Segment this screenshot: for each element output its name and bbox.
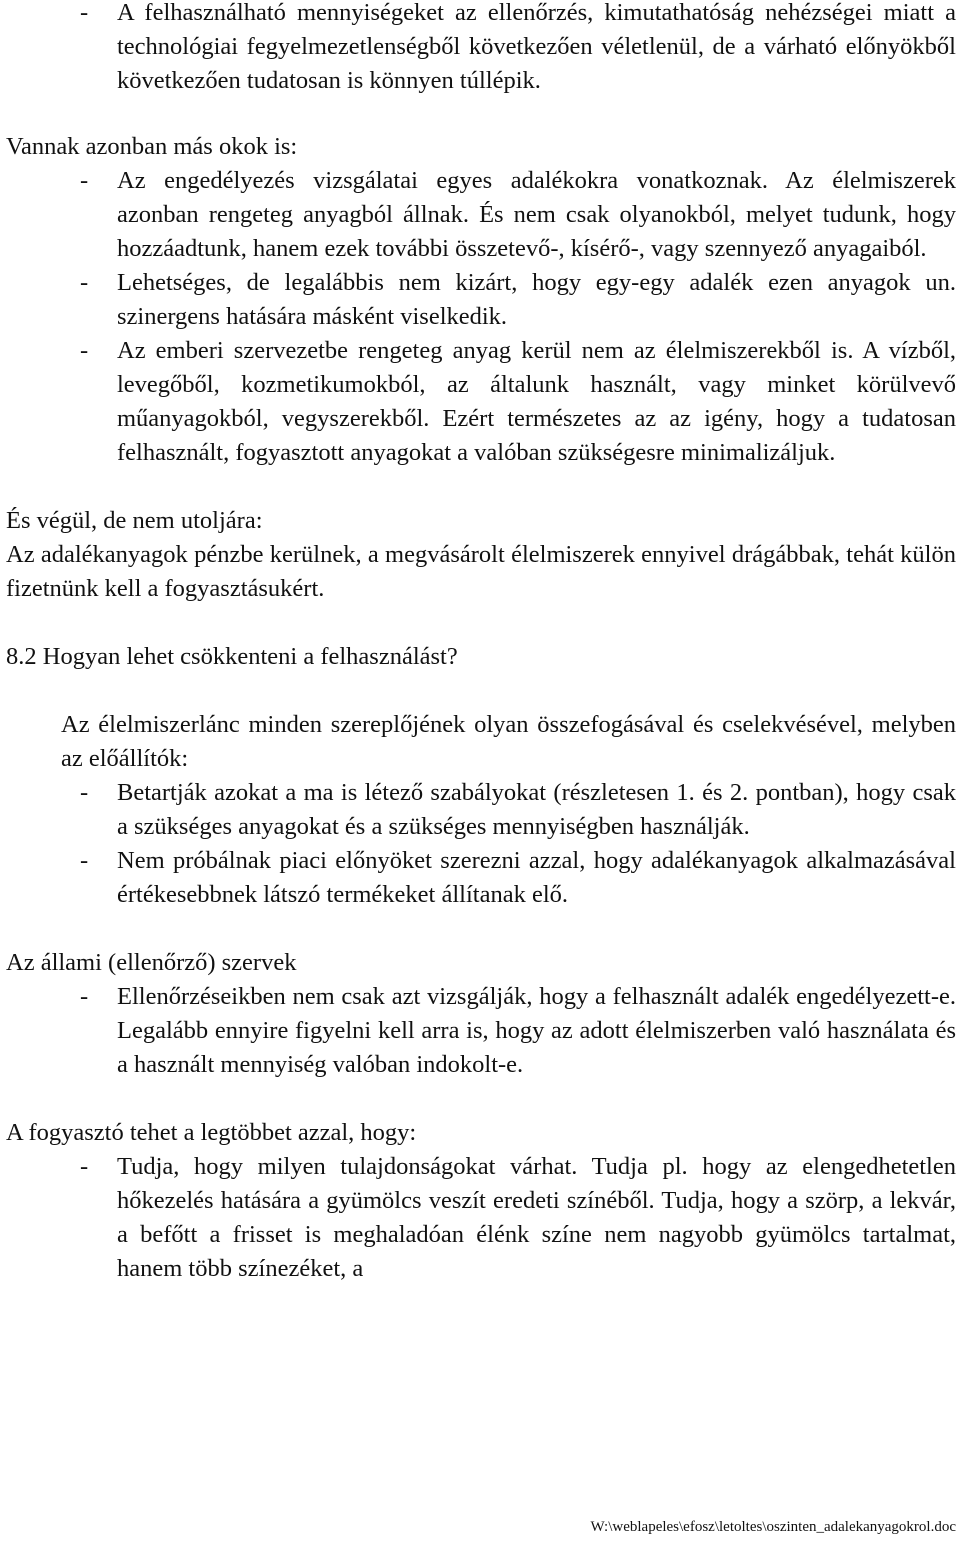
spacer [6,674,956,708]
paragraph-intro: A fogyasztó tehet a legtöbbet azzal, hogy: [6,1119,417,1146]
paragraph-intro: És végül, de nem utoljára: [6,507,263,534]
bullet-item [6,980,956,1082]
spacer [6,606,956,640]
bullet-item [6,844,956,912]
spacer [6,98,956,132]
bullet-text: Tudja, hogy milyen tulajdonságokat várhat. Tudja pl. hogy az elengedhetetlen hőkezelés hatására a gyümölcs veszít eredeti színéből. Tudja, hogy a szörp, a lekvár, a befőtt a frisset is meghaladóan élénk színe nem nagyobb gyümölcs tartalmat, hanem több színezéket, a [117,1153,956,1282]
spacer [6,1082,956,1116]
bullet-item [6,334,956,470]
bullet-dash: - [80,1153,89,1180]
paragraph-intro: Az állami (ellenőrző) szervek [6,949,297,976]
spacer [6,470,956,504]
bullet-dash: - [80,847,89,874]
bullet-dash: - [80,269,89,296]
spacer [6,912,956,946]
bullet-item [6,164,956,266]
section-heading: 8.2 Hogyan lehet csökkenteni a felhasználást? [6,643,458,670]
bullet-dash: - [80,337,89,364]
bullet-text: Betartják azokat a ma is létező szabályokat (részletesen 1. és 2. pontban), hogy csak a szükséges anyagokat és a szükséges mennyiségben használják. [117,779,956,840]
paragraph-intro: Vannak azonban más okok is: [6,133,298,160]
paragraph-text: Az adalékanyagok pénzbe kerülnek, a megvásárolt élelmiszerek ennyivel drágábbak, tehát külön fizetnünk kell a fogyasztásukért. [6,541,956,602]
bullet-text: Az engedélyezés vizsgálatai egyes adalékokra vonatkoznak. Az élelmiszerek azonban rengeteg anyagból állnak. És nem csak olyanokból, melyet tudunk, hogy hozzáadtunk, hanem ezek további összetevő-, kísérő-, vagy szennyező anyagaiból. [117,167,956,262]
bullet-dash: - [80,167,89,194]
bullet-text: Ellenőrzéseikben nem csak azt vizsgálják, hogy a felhasznált adalék engedélyezett-e. Legalább ennyire figyelni kell arra is, hogy az adott élelmiszerben való használata és a használt mennyiség valóban indokolt-e. [117,983,956,1078]
bullet-text: Lehetséges, de legalábbis nem kizárt, hogy egy-egy adalék ezen anyagok un. szinergens hatására másként viselkedik. [117,269,956,330]
bullet-item [6,0,956,98]
bullet-dash: - [80,779,89,806]
bullet-item [6,1150,956,1286]
document-page [6,0,956,1286]
paragraph-intro: Az élelmiszerlánc minden szereplőjének olyan összefogásával és cselekvésével, melyben az előállítók: [61,711,956,772]
bullet-item [6,776,956,844]
bullet-dash: - [80,983,89,1010]
bullet-item [6,266,956,334]
bullet-dash: - [80,0,89,26]
bullet-text: Nem próbálnak piaci előnyöket szerezni azzal, hogy adalékanyagok alkalmazásával értékesebbnek látszó termékeket állítanak elő. [117,847,956,908]
bullet-text: Az emberi szervezetbe rengeteg anyag kerül nem az élelmiszerekből is. A vízből, levegőből, kozmetikumokból, az általunk használt, vagy minket körülvevő műanyagokból, vegyszerekből. Ezért természetes az az igény, hogy a tudatosan felhasznált, fogyasztott anyagokat a valóban szükségesre minimalizáljuk. [117,337,956,466]
footer-file-path: W:\weblapeles\efosz\letoltes\oszinten_adalekanyagokrol.doc [590,1519,956,1535]
bullet-text: A felhasználható mennyiségeket az ellenőrzés, kimutathatóság nehézségei miatt a technológiai fegyelmezetlenségből következően véletlenül, de a várható előnyökből következően tudatosan is könnyen túllépik. [117,0,956,94]
